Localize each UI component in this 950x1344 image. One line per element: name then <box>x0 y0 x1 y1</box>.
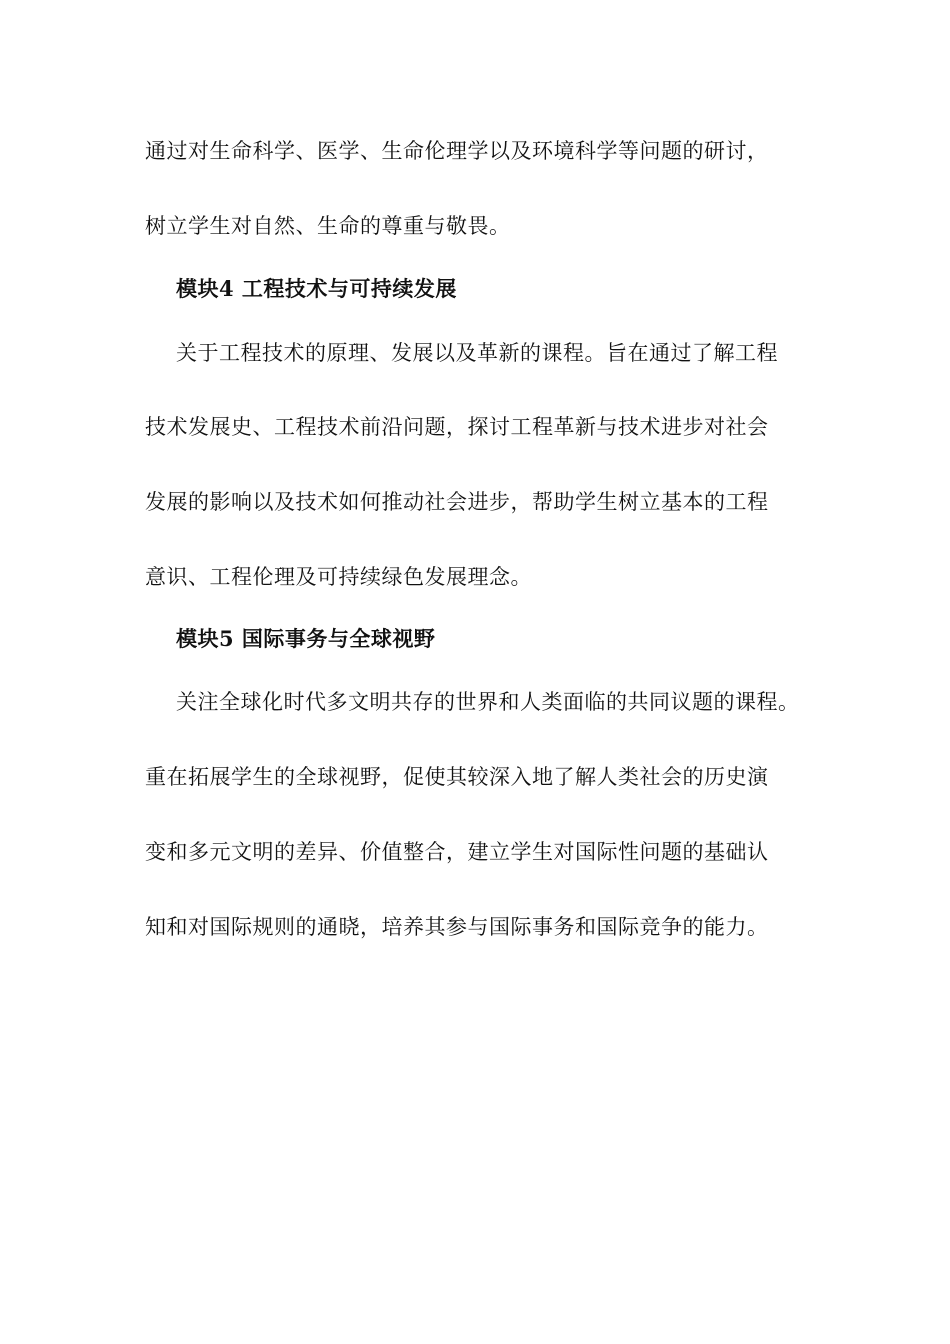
module5-line-1: 关注全球化时代多文明共存的世界和人类面临的共同议题的课程。 <box>176 690 800 714</box>
module5-line-3: 变和多元文明的差异、价值整合，建立学生对国际性问题的基础认 <box>145 840 769 864</box>
module5-line-4: 知和对国际规则的通晓，培养其参与国际事务和国际竞争的能力。 <box>145 915 769 939</box>
module4-line-4: 意识、工程伦理及可持续绿色发展理念。 <box>145 565 532 589</box>
module4-line-2: 技术发展史、工程技术前沿问题，探讨工程革新与技术进步对社会 <box>145 415 769 439</box>
module4-line-3: 发展的影响以及技术如何推动社会进步，帮助学生树立基本的工程 <box>145 490 769 514</box>
module5-line-2: 重在拓展学生的全球视野，促使其较深入地了解人类社会的历史演 <box>145 765 769 789</box>
module4-line-1: 关于工程技术的原理、发展以及革新的课程。旨在通过了解工程 <box>176 341 778 365</box>
intro-line-2: 树立学生对自然、生命的尊重与敬畏。 <box>145 214 511 238</box>
module4-heading: 模块4 工程技术与可持续发展 <box>176 276 457 301</box>
module5-heading: 模块5 国际事务与全球视野 <box>176 626 436 651</box>
intro-line-1: 通过对生命科学、医学、生命伦理学以及环境科学等问题的研讨， <box>145 139 769 163</box>
